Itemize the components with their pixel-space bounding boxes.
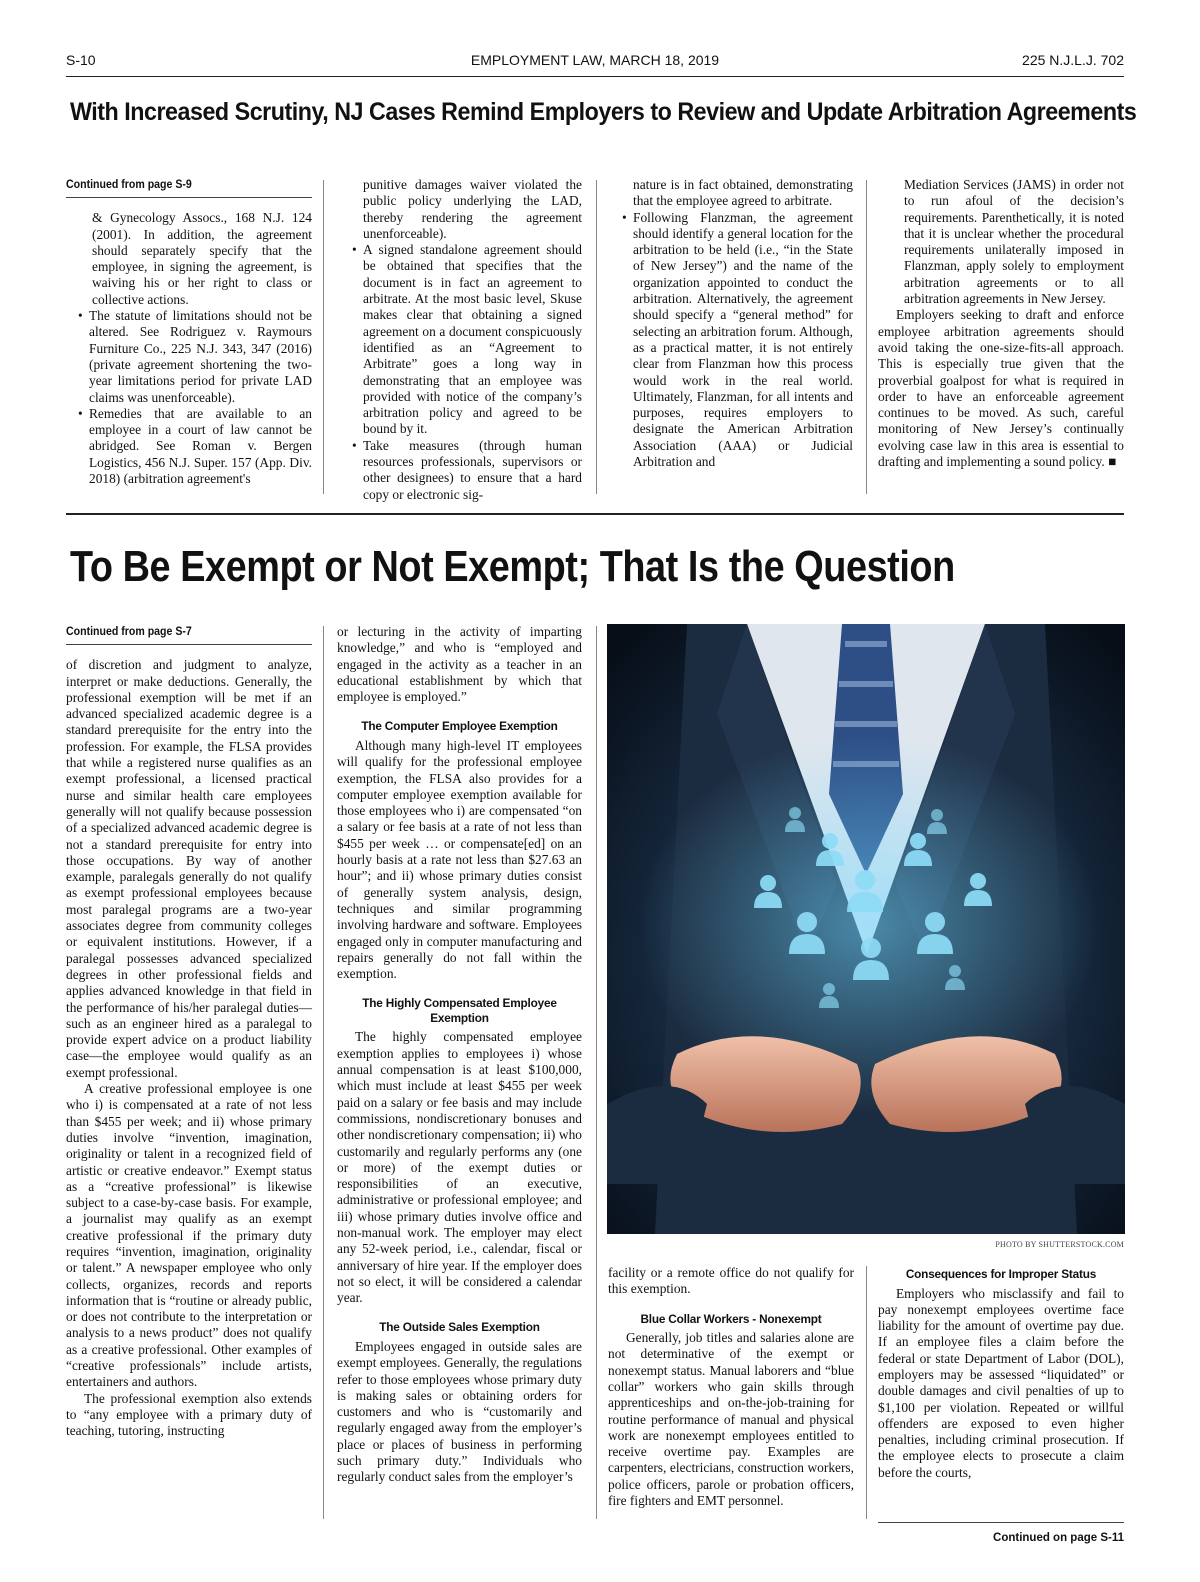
article2-col4-p1: Employers who misclassify and fail to pay nonexempt employees overtime face liability for the amount of overtime pay due. If an employee files a claim before the federal or state Department of Labor (DOL), employers may be assessed “liquidated” or double damages and civil penalties of up to $1,100 per violation. Repeated or willful offenders are exposed to even higher penalties, including criminal prosecution. If the employee elects to prosecute a claim before the courts, — [878, 1285, 1124, 1480]
article2-headline: To Be Exempt or Not Exempt; That Is the Question — [70, 542, 955, 591]
subhead-highly-compensated: The Highly Compensated Employee Exemption — [362, 996, 557, 1025]
column-divider — [323, 180, 324, 494]
article1-col1-bullet2: • Remedies that are available to an employee in a court of law cannot be abridged. See Roman v. Bergen Logistics, 456 N.J. Super. 157 (App. Div. 2018) (arbitration agreement's — [78, 406, 312, 487]
article1-col4 — [878, 177, 1124, 470]
continued-on-rule — [878, 1522, 1124, 1523]
article1-col2-bullet1: • A signed standalone agreement should be obtained that specifies that the document is in fact an agreement to arbitrate. At the most basic level, Skuse makes clear that obtaining a signed agreement on a document conspicuously identified as an “Agreement to Arbitrate” goes a long way in demonstrating that an employee was provided with notice of the company’s arbitration policy and agreed to be bound by it. — [352, 242, 582, 438]
subhead-blue-collar: Blue Collar Workers - Nonexempt — [640, 1311, 822, 1326]
article1-col2-p1: punitive damages waiver violated the public policy underlying the LAD, thereby rendering the agreement unenforceable). — [363, 177, 582, 241]
article2-col2 — [337, 624, 582, 1486]
article1-col3 — [622, 177, 853, 470]
article1-col2-bullet2: • Take measures (through human resources professionals, supervisors or other designees) to ensure that a hard copy or electronic sig- — [352, 438, 582, 503]
column-divider — [596, 626, 597, 1519]
article2-col2-p1: or lecturing in the activity of imparting knowledge,” and who is “employed and engaged in the activity as a teacher in an educational establishment by which that employee is employed.” — [337, 624, 582, 705]
article2-col2-p4: Employees engaged in outside sales are exempt employees. Generally, the regulations refer to those employees whose primary duty is making sales or obtaining orders for customers and who is “customarily and regularly engaged away from the employer’s place or places of business in performing such primary duty.” Individuals who regularly conduct sales from the employer’s — [337, 1338, 582, 1485]
column-divider — [866, 180, 867, 494]
continued-rule — [66, 644, 312, 645]
subhead-outside-sales: The Outside Sales Exemption — [379, 1320, 540, 1335]
article-separator — [66, 513, 1124, 515]
section-date: EMPLOYMENT LAW, MARCH 18, 2019 — [470, 52, 720, 68]
article1-col3-bullet1: • Following Flanzman, the agreement should identify a general location for the arbitration to be held (i.e., “in the State of New Jersey”) and the name of the organization appointed to conduct the arbitration. Alternatively, the agreement should specify a “general method” for selecting an arbitration forum. Although, as a practical matter, it is not entirely clear from Flanzman how this process would work in the real world. Ultimately, Flanzman, for all intents and purposes, requires employers to designate the American Arbitration Association (AAA) or Judicial Arbitration and — [622, 210, 853, 471]
article-photo — [607, 624, 1125, 1234]
article2-col1-p2: A creative professional employee is one who i) is compensated at a rate of not less than $455 per week; and ii) whose primary duties involve “invention, imagination, originality or talent in a recognized field of artistic or creative endeavor.” Exempt status as a “creative professional” is likewise subject to a case-by-case basis. For example, a journalist may qualify as an exempt creative professional if the primary duty requires “invention, imagination, originality or talent.” A newspaper employee who only collects, organizes, records and reports information that is “routine or already public, or does not contribute to the interpretation or analysis to a news product” does not qualify as a creative professional. Other examples of “creative professionals” include artists, entertainers and authors. — [66, 1081, 312, 1390]
article1-continued-from: Continued from page S-9 — [66, 179, 192, 191]
article2-col3 — [608, 1265, 854, 1509]
header-rule — [66, 76, 1124, 77]
column-divider — [866, 1266, 867, 1519]
article2-continued-from: Continued from page S-7 — [66, 626, 192, 638]
column-divider — [323, 626, 324, 1519]
article1-col2 — [352, 177, 582, 503]
article1-col4-p1: Mediation Services (JAMS) in order not to run afoul of the decision’s requirements. Parenthetically, it is noted that it is unclear whether the procedural requirements unilaterally imposed in Flanzman, apply solely to employment arbitration agreements or to all arbitration agreements in New Jersey. — [904, 177, 1124, 307]
article2-col1 — [66, 624, 312, 1440]
article1-col4-p2: Employers seeking to draft and enforce employee arbitration agreements should avoid taking the one-size-fits-all approach. This is especially true given that the proverbial goalpost for what is required in order to have an enforceable agreement continues to be moved. As such, careful monitoring of New Jersey’s continually evolving case law in this area is essential to drafting and implementing a sound policy. ■ — [878, 307, 1124, 470]
article2-col1-p1: of discretion and judgment to analyze, interpret or make deductions. Generally, the professional exemption will be met if an advanced specialized academic degree is a standard prerequisite for the entry into the profession. For example, the FLSA provides that while a registered nurse qualifies as an exempt professional, a licensed practical nurse and similar health care employees generally will not qualify because possession of a specialized advanced academic degree is not a standard prerequisite for entry into those occupations. By way of another example, paralegals generally do not qualify as exempt professional employees because most paralegal programs are a two-year associates degree from community colleges or equivalent institutions. However, if a paralegal possesses advanced specialized degrees in other professional fields and applies advanced knowledge in that field in the performance of his/her paralegal duties—such as an engineer hired as a paralegal to provide expert advice on a product liability case—the employee would qualify as an exempt professional. — [66, 657, 312, 1080]
article1-col3-p1: nature is in fact obtained, demonstrating that the employee agreed to arbitrate. — [633, 177, 853, 209]
photo-credit: PHOTO BY SHUTTERSTOCK.COM — [995, 1240, 1124, 1249]
article2-col1-p3: The professional exemption also extends to “any employee with a primary duty of teaching, tutoring, instructing — [66, 1390, 312, 1439]
article1-col1 — [66, 177, 312, 487]
article2-col3-p2: Generally, job titles and salaries alone are not determinative of the exempt or nonexempt status. Manual laborers and “blue collar” workers who gain skills through apprenticeships and on-the-job-training for routine performance of manual and physical work are nonexempt employees entitled to receive overtime pay. Examples are carpenters, electricians, construction workers, police officers, parole or probation officers, fire fighters and EMT personnel. — [608, 1330, 854, 1509]
running-head — [66, 52, 1124, 72]
article2-col4 — [878, 1265, 1124, 1481]
article1-col1-p1: & Gynecology Assocs., 168 N.J. 124 (2001). In addition, the agreement should separately specify that the employee, in signing the agreement, is waiving his or her right to class or collective actions. — [92, 210, 312, 307]
page-number-left: S-10 — [66, 52, 96, 68]
article2-col2-p3: The highly compensated employee exemption applies to employees i) whose annual compensation is at least $100,000, which must include at least $455 per week paid on a salary or fee basis and may include commissions, nondiscretionary bonuses and other nondiscretionary compensation; ii) who customarily and regularly performs any (one or more) of the exempt duties or responsibilities of an executive, administrative or professional employee; and iii) whose primary duties involve office and non-manual work. The employer may elect any 52-week period, i.e., calendar, fiscal or anniversary of hire year. If the employer does not so elect, it will be considered a calendar year. — [337, 1029, 582, 1306]
article2-col2-p2: Although many high-level IT employees will qualify for the professional employee exemption, the FLSA also provides for a computer employee exemption available for those employees who i) are compensated “on a salary or fee basis at a rate of not less than $455 per week … or compensate[ed] on an hourly basis at a rate not less than $27.63 an hour”; and ii) whose primary duties consist of generally system analysis, design, techniques and similar programming involving hardware and software. Employees engaged only in computer manufacturing and repairs generally do not fall within the exemption. — [337, 737, 582, 982]
column-divider — [596, 180, 597, 494]
article1-headline: With Increased Scrutiny, NJ Cases Remind Employers to Review and Update Arbitration Agreements — [70, 98, 1137, 126]
article2-col3-p1: facility or a remote office do not qualify for this exemption. — [608, 1265, 854, 1297]
continued-rule — [66, 197, 312, 198]
citation-right: 225 N.J.L.J. 702 — [1022, 52, 1124, 68]
continued-on-label: Continued on page S-11 — [993, 1532, 1124, 1544]
subhead-consequences: Consequences for Improper Status — [905, 1267, 1097, 1281]
article1-col1-bullet1: • The statute of limitations should not be altered. See Rodriguez v. Raymours Furniture Co., 225 N.J. 343, 347 (2016) (private agreement shortening the two-year limitations period for private LAD claims was unenforceable). — [78, 308, 312, 406]
subhead-computer-employee: The Computer Employee Exemption — [361, 719, 558, 734]
business-person-people-icons-illustration — [607, 624, 1125, 1234]
